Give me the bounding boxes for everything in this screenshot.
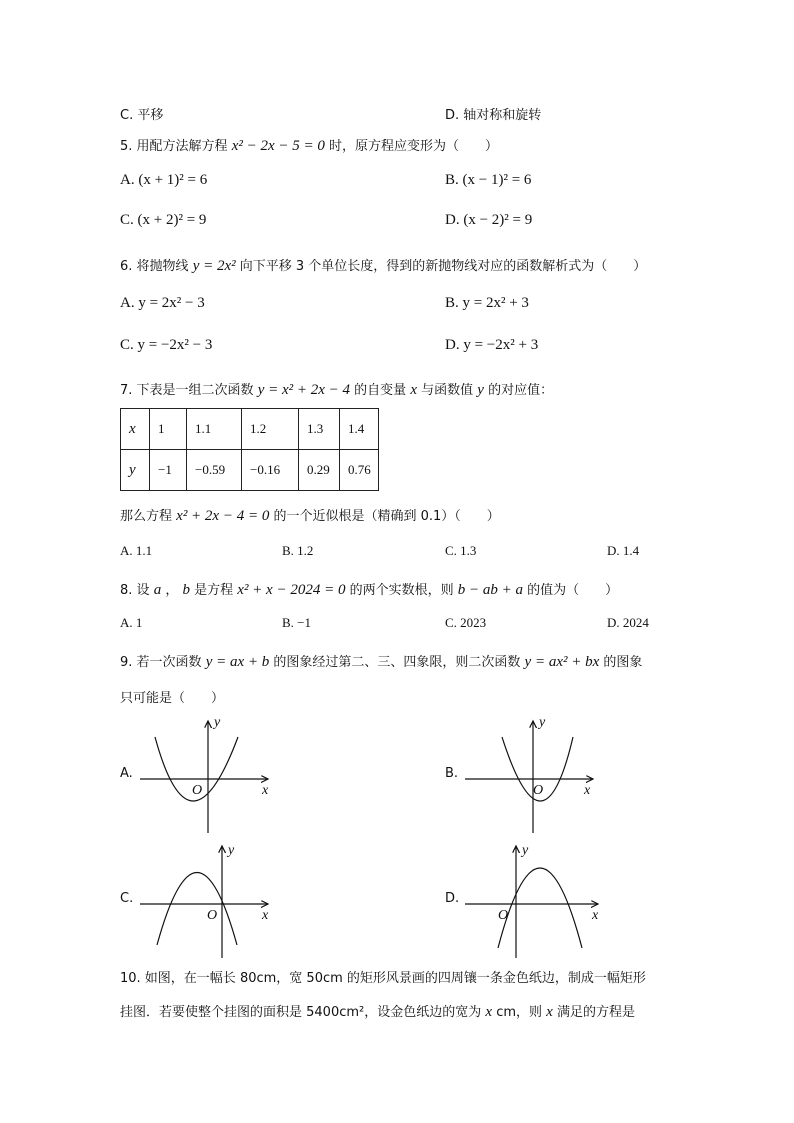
q7-follow-a: 那么方程	[120, 509, 173, 524]
q10-var-x2: x	[546, 1004, 553, 1020]
q7-var-x: x	[410, 382, 417, 398]
q5-stem-b: 时，原方程应变形为（ ）	[329, 139, 499, 154]
q7-stem-a: 7. 下表是一组二次函数	[120, 383, 254, 398]
q7-value-table	[120, 408, 379, 491]
q4-option-d: D. 轴对称和旋转	[445, 108, 542, 123]
q5-option-d: D. (x − 2)² = 9	[445, 212, 533, 228]
q8-stem-a: 8. 设	[120, 583, 150, 598]
q7-stem	[120, 379, 553, 399]
q8-var-a: a	[153, 582, 162, 598]
q9-label-d: D.	[445, 891, 460, 906]
y-axis-label: y	[539, 715, 546, 730]
q8-equation: x² + x − 2024 = 0	[237, 582, 346, 598]
q10-line2-b: cm，则	[496, 1005, 543, 1020]
q8-stem-e: 的值为（ ）	[527, 583, 619, 598]
q5-option-a: A. (x + 1)² = 6	[120, 172, 208, 188]
table-row	[121, 450, 379, 491]
q10-stem-line2	[120, 1001, 635, 1021]
table-cell: 1.4	[340, 409, 379, 450]
table-cell: 0.29	[299, 450, 340, 491]
q7-option-b: B. 1.2	[282, 543, 314, 558]
q8-stem-d: 的两个实数根，则	[349, 583, 454, 598]
q8-stem-b: ，	[165, 583, 179, 598]
q4-option-c: C. 平移	[120, 108, 164, 123]
q6-equation: y = 2x²	[192, 258, 236, 274]
q9-stem-line2: 只可能是（ ）	[120, 691, 225, 706]
table-cell: 1.3	[299, 409, 340, 450]
q7-stem-b: 的自变量	[354, 383, 407, 398]
q9-stem-c: 的图象	[603, 655, 643, 670]
q6-option-c: C. y = −2x² − 3	[120, 337, 213, 353]
q6-option-a: A. y = 2x² − 3	[120, 295, 205, 311]
table-cell: x	[121, 409, 150, 450]
parabola-curve	[157, 873, 237, 946]
q10-line2-c: 满足的方程是	[556, 1005, 635, 1020]
table-cell: 1.1	[187, 409, 242, 450]
q8-option-b: B. −1	[282, 615, 312, 630]
q9-graph-b	[460, 715, 600, 835]
q7-equation: y = x² + 2x − 4	[257, 382, 351, 398]
q8-option-c: C. 2023	[445, 615, 487, 630]
q10-var-x: x	[485, 1004, 493, 1020]
parabola-curve	[498, 868, 582, 948]
q9-stem-a: 9. 若一次函数	[120, 655, 202, 670]
table-cell: 1.2	[242, 409, 299, 450]
x-axis-label: x	[592, 908, 599, 923]
x-axis-label: x	[584, 783, 591, 798]
table-row	[121, 409, 379, 450]
q9-label-c: C.	[120, 891, 134, 906]
origin-label: O	[207, 908, 218, 923]
q7-option-a: A. 1.1	[120, 543, 153, 558]
q8-stem-c: 是方程	[194, 583, 234, 598]
table-cell: 0.76	[340, 450, 379, 491]
origin-label: O	[498, 908, 509, 923]
y-axis-label: y	[522, 843, 529, 858]
x-axis-label: x	[262, 783, 269, 798]
q7-stem-d: 的对应值：	[488, 383, 554, 398]
q6-option-b: B. y = 2x² + 3	[445, 295, 529, 311]
q9-stem-b: 的图象经过第二、三、四象限，则二次函数	[273, 655, 521, 670]
q9-stem	[120, 651, 642, 671]
q8-stem	[120, 579, 618, 599]
y-axis-label: y	[228, 843, 235, 858]
x-axis-label: x	[262, 908, 269, 923]
table-cell: −1	[150, 450, 187, 491]
table-cell: 1	[150, 409, 187, 450]
q9-graph-d	[460, 840, 600, 960]
q9-graph-c	[135, 840, 275, 960]
q10-line2-a: 挂图．若要使整个挂图的面积是 5400cm²，设金色纸边的宽为	[120, 1005, 482, 1020]
q9-graph-a	[135, 715, 275, 835]
q5-option-c: C. (x + 2)² = 9	[120, 212, 207, 228]
q7-follow-b: 的一个近似根是（精确到 0.1）（ ）	[273, 509, 500, 524]
q5-stem	[120, 135, 498, 155]
origin-label: O	[192, 783, 203, 798]
q7-option-c: C. 1.3	[445, 543, 477, 558]
table-cell: −0.16	[242, 450, 299, 491]
q8-var-b: b	[182, 582, 190, 598]
q8-option-d: D. 2024	[607, 615, 649, 630]
q9-label-a: A.	[120, 766, 133, 781]
q7-option-d: D. 1.4	[607, 543, 640, 558]
y-axis-label: y	[214, 715, 221, 730]
q9-equation-quadratic: y = ax² + bx	[524, 654, 600, 670]
q6-stem	[120, 255, 646, 275]
origin-label: O	[533, 783, 544, 798]
q7-follow-up	[120, 505, 500, 525]
q5-equation: x² − 2x − 5 = 0	[231, 138, 325, 154]
q7-stem-c: 与函数值	[421, 383, 474, 398]
q5-stem-a: 5. 用配方法解方程	[120, 139, 228, 154]
q7-follow-equation: x² + 2x − 4 = 0	[176, 508, 270, 524]
q6-option-d: D. y = −2x² + 3	[445, 337, 539, 353]
q8-option-a: A. 1	[120, 615, 143, 630]
table-cell: −0.59	[187, 450, 242, 491]
q8-expression: b − ab + a	[457, 582, 524, 598]
q9-label-b: B.	[445, 766, 459, 781]
q9-equation-linear: y = ax + b	[205, 654, 270, 670]
q10-stem-line1: 10. 如图，在一幅长 80cm，宽 50cm 的矩形风景画的四周镶一条金色纸边，制成一幅矩形	[120, 971, 646, 986]
table-cell: y	[121, 450, 150, 491]
q7-var-y: y	[477, 382, 484, 398]
q5-option-b: B. (x − 1)² = 6	[445, 172, 532, 188]
q6-stem-b: 向下平移 3 个单位长度，得到的新抛物线对应的函数解析式为（ ）	[239, 259, 647, 274]
q6-stem-a: 6. 将抛物线	[120, 259, 189, 274]
